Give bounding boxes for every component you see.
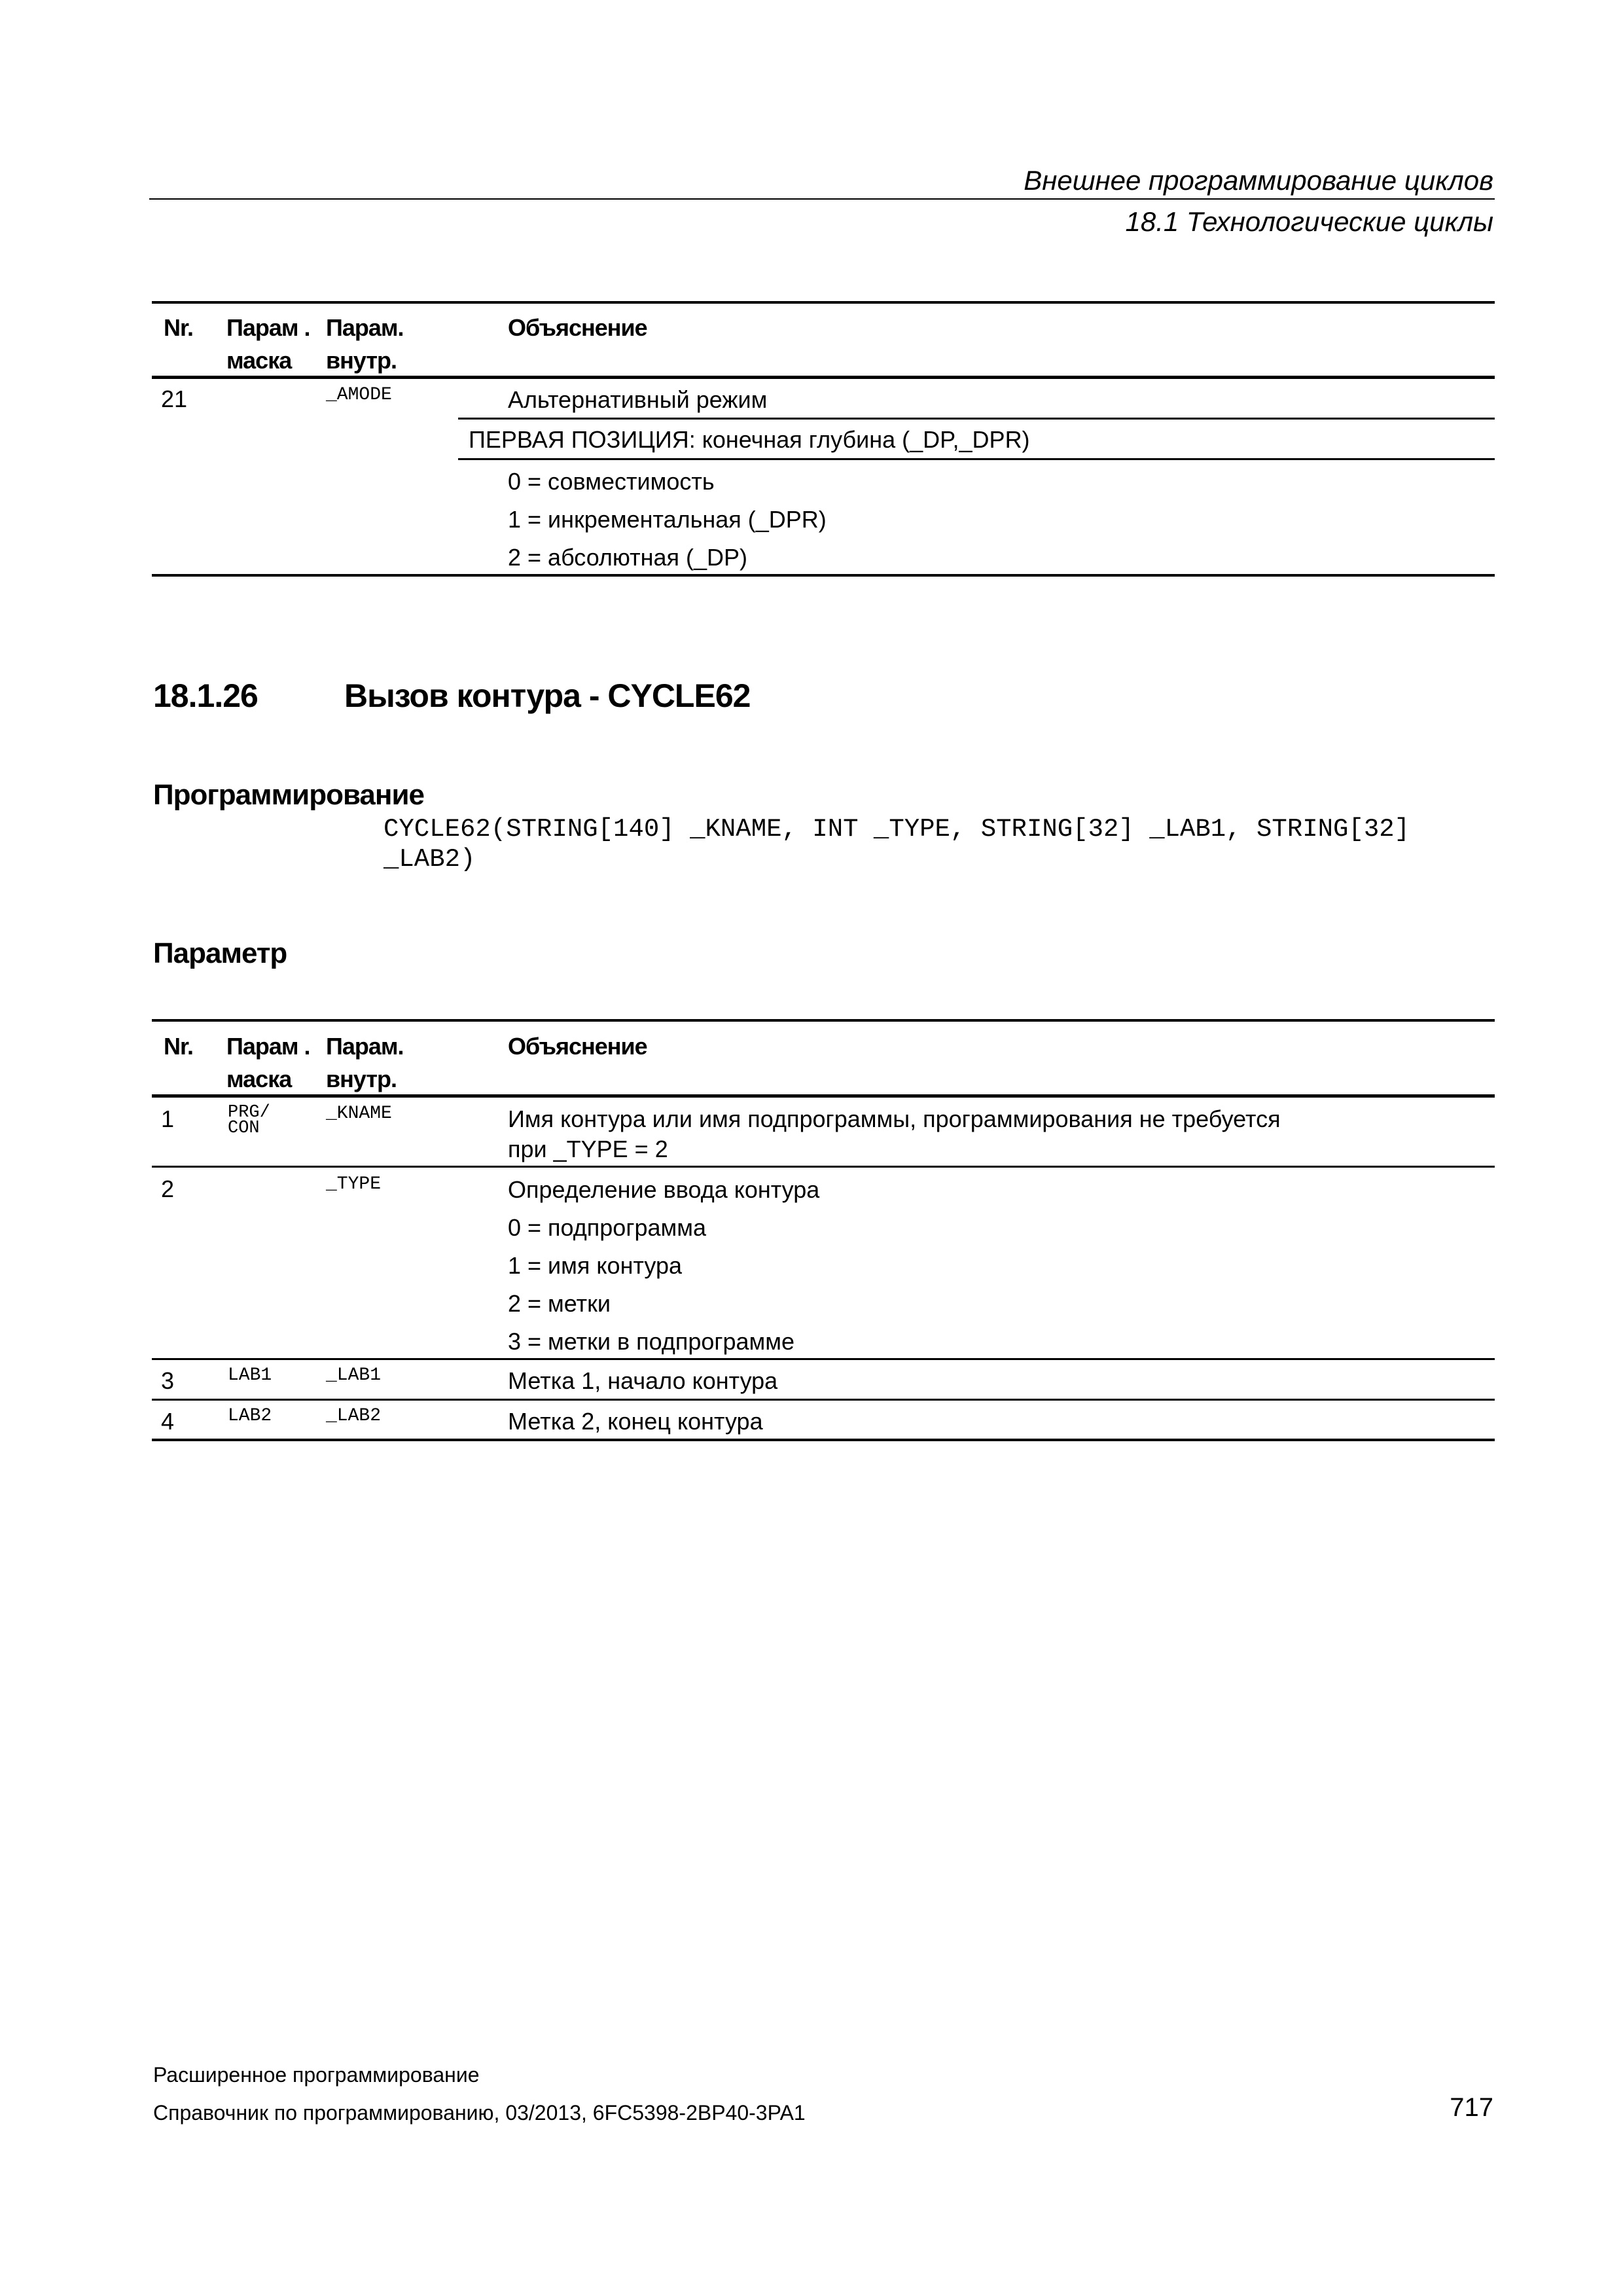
row-internal: _LAB1 (326, 1365, 382, 1386)
row-explanation-line: Метка 2, конец контура (508, 1408, 763, 1435)
table-2-header-rule (152, 1094, 1495, 1098)
col-header-nr: Nr. (164, 1033, 194, 1060)
row-mask: LAB2 (228, 1406, 272, 1426)
row-mask: PRG/ CON (228, 1103, 270, 1138)
programming-heading: Программирование (153, 779, 424, 811)
t1-row-param-int: _AMODE (326, 385, 392, 405)
page-number: 717 (1450, 2093, 1493, 2122)
table-1-bottom-rule (152, 574, 1495, 577)
t1-row-title: Альтернативный режим (508, 386, 768, 413)
table-2-bottom-rule (152, 1439, 1495, 1441)
row-explanation-line: 2 = метки (508, 1290, 611, 1317)
t1-option-2: 2 = абсолютная (_DP) (508, 544, 748, 571)
running-header-chapter: Внешнее программирование циклов (1024, 165, 1493, 196)
row-explanation-line: Определение ввода контура (508, 1176, 820, 1203)
section-number: 18.1.26 (153, 677, 258, 714)
table-1-header-rule (152, 376, 1495, 379)
row-explanation-line: при _TYPE = 2 (508, 1136, 668, 1162)
row-explanation-line: 3 = метки в подпрограмме (508, 1328, 795, 1355)
row-explanation-line: 0 = подпрограмма (508, 1214, 707, 1241)
col-header-internal: Парам. внутр. (326, 314, 404, 374)
parameters-heading: Параметр (153, 937, 287, 969)
row-nr: 4 (161, 1408, 175, 1435)
table-2-row-rule (152, 1358, 1495, 1360)
code-line-1: CYCLE62(STRING[140] _KNAME, INT _TYPE, STRING[32] _LAB1, STRING[32] (383, 815, 1410, 844)
t1-option-1: 1 = инкрементальная (_DPR) (508, 506, 827, 533)
row-nr: 1 (161, 1105, 175, 1132)
col-header-mask: Парам . маска (226, 314, 310, 374)
row-internal: _LAB2 (326, 1406, 382, 1426)
t1-option-0: 0 = совместимость (508, 468, 715, 495)
section-title: Вызов контура - CYCLE62 (344, 677, 751, 714)
table-2-top-rule (152, 1019, 1495, 1022)
row-internal: _KNAME (326, 1103, 392, 1124)
table-2-row-rule (152, 1166, 1495, 1168)
row-explanation-line: Метка 1, начало контура (508, 1367, 778, 1394)
footer-title: Расширенное программирование (153, 2063, 480, 2087)
table-1-top-rule (152, 301, 1495, 304)
row-nr: 3 (161, 1367, 175, 1394)
t1-rule-2 (458, 458, 1495, 460)
footer-reference: Справочник по программированию, 03/2013, 6FC5398-2BP40-3PA1 (153, 2101, 806, 2125)
row-explanation-line: 1 = имя контура (508, 1252, 682, 1279)
t1-row-nr: 21 (161, 386, 188, 412)
t1-subheader: ПЕРВАЯ ПОЗИЦИЯ: конечная глубина (_DP,_DPR) (469, 426, 1030, 453)
header-rule (149, 198, 1495, 200)
row-explanation-line: Имя контура или имя подпрограммы, программирования не требуется (508, 1105, 1281, 1132)
col-header-nr: Nr. (164, 314, 194, 341)
table-2-row-rule (152, 1399, 1495, 1401)
row-mask: LAB1 (228, 1365, 272, 1386)
running-header-section: 18.1 Технологические циклы (1125, 206, 1493, 237)
col-header-mask: Парам . маска (226, 1033, 310, 1092)
col-header-explanation: Объяснение (508, 1033, 647, 1060)
row-nr: 2 (161, 1175, 175, 1202)
col-header-internal: Парам. внутр. (326, 1033, 404, 1092)
code-line-2: _LAB2) (383, 845, 476, 874)
col-header-explanation: Объяснение (508, 314, 647, 341)
t1-rule-1 (458, 418, 1495, 420)
row-internal: _TYPE (326, 1174, 382, 1194)
